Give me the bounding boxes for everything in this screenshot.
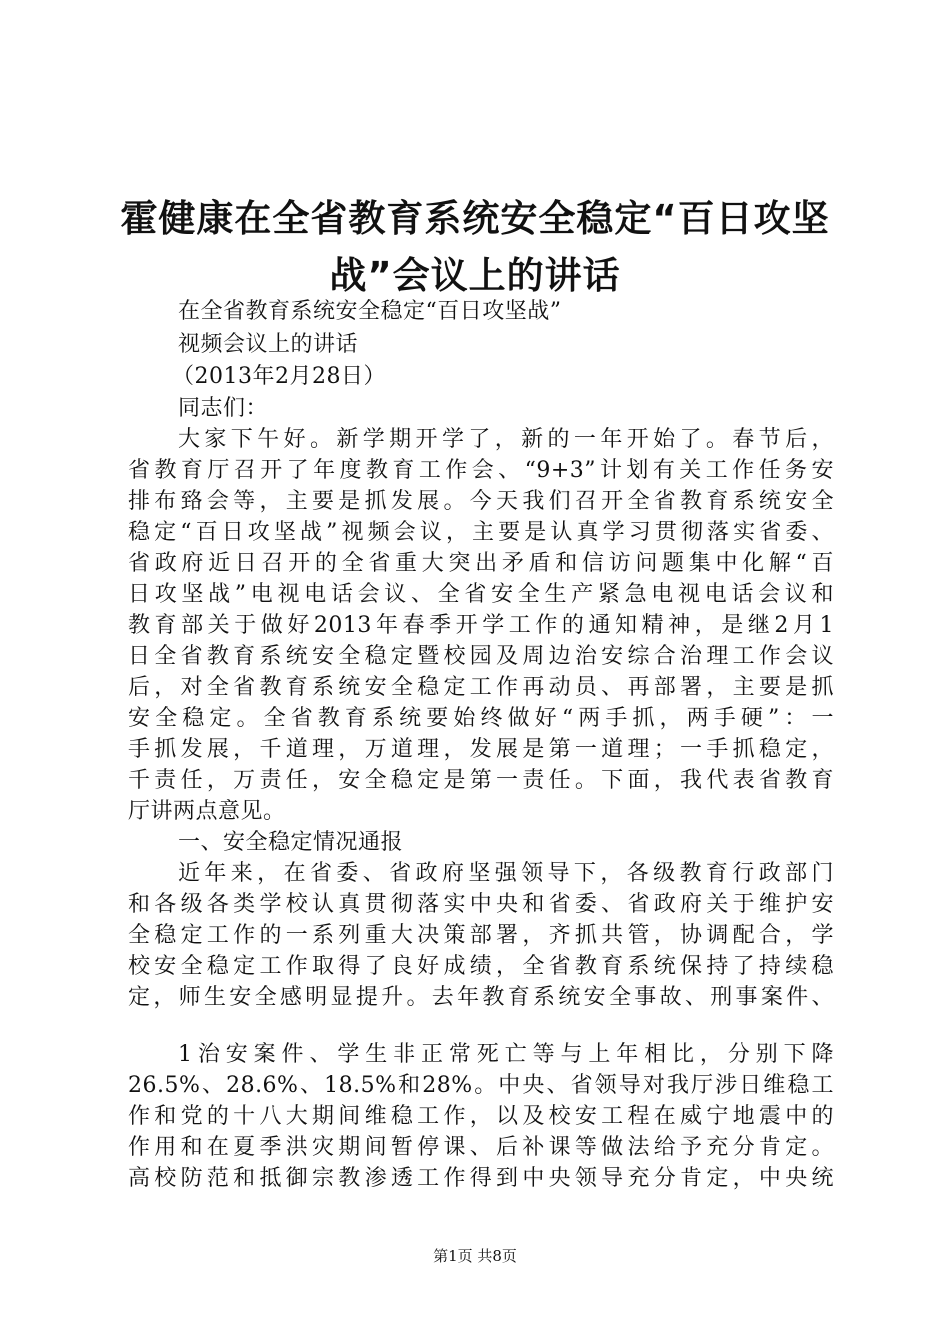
speech-date: （2013年2月28日）	[172, 364, 386, 389]
para2-line: 全稳定工作的一系列重大决策部署，齐抓共管，协调配合，学	[128, 923, 834, 948]
para1-line: 排布臵会等，主要是抓发展。今天我们召开全省教育系统安全	[128, 489, 834, 514]
page-footer: 第1页 共8页	[433, 1247, 517, 1265]
subtitle-line1: 在全省教育系统安全稳定“百日攻坚战”	[178, 299, 562, 324]
para1-line: 省政府近日召开的全省重大突出矛盾和信访问题集中化解“百	[128, 551, 834, 576]
para1-line: 大家下午好。新学期开学了，新的一年开始了。春节后，	[178, 427, 834, 452]
subtitle-line2: 视频会议上的讲话	[178, 332, 359, 357]
para1-line: 省教育厅召开了年度教育工作会、“9+3”计划有关工作任务安	[128, 458, 834, 483]
para1-line: 日全省教育系统安全稳定暨校园及周边治安综合治理工作会议	[128, 644, 834, 669]
para2-line: 校安全稳定工作取得了良好成绩，全省教育系统保持了持续稳	[128, 954, 834, 979]
para2-line: 近年来，在省委、省政府坚强领导下，各级教育行政部门	[178, 861, 834, 886]
greeting: 同志们：	[178, 396, 269, 421]
para3-line: 作和党的十八大期间维稳工作，以及校安工程在威宁地震中的	[128, 1104, 834, 1129]
para2-line: 定，师生安全感明显提升。去年教育系统安全事故、刑事案件、	[128, 985, 834, 1010]
para2-line: 和各级各类学校认真贯彻落实中央和省委、省政府关于维护安	[128, 892, 834, 917]
para1-line: 安全稳定。全省教育系统要始终做好“两手抓，两手硬”：一	[128, 706, 834, 731]
para1-line: 厅讲两点意见。	[128, 799, 286, 824]
para1-line: 稳定“百日攻坚战”视频会议，主要是认真学习贯彻落实省委、	[128, 520, 834, 545]
para1-line: 手抓发展，千道理，万道理，发展是第一道理；一手抓稳定，	[128, 737, 834, 762]
para1-line: 千责任，万责任，安全稳定是第一责任。下面，我代表省教育	[128, 768, 834, 793]
para3-line: 高校防范和抵御宗教渗透工作得到中央领导充分肯定，中央统	[128, 1166, 834, 1191]
para3-line: 作用和在夏季洪灾期间暂停课、后补课等做法给予充分肯定。	[128, 1135, 834, 1160]
para1-line: 日攻坚战”电视电话会议、全省安全生产紧急电视电话会议和	[128, 582, 834, 607]
document-title-line2: 战”会议上的讲话	[329, 254, 621, 297]
para1-line: 教育部关于做好2013年春季开学工作的通知精神，是继2月1	[128, 613, 834, 638]
para3-line: 1治安案件、学生非正常死亡等与上年相比，分别下降	[178, 1042, 834, 1067]
section1-heading: 一、安全稳定情况通报	[178, 830, 404, 855]
para3-line: 26.5%、28.6%、18.5%和28%。中央、省领导对我厅涉日维稳工	[128, 1073, 834, 1098]
para1-line: 后，对全省教育系统安全稳定工作再动员、再部署，主要是抓	[128, 675, 834, 700]
document-title-line1: 霍健康在全省教育系统安全稳定“百日攻坚	[120, 197, 830, 240]
